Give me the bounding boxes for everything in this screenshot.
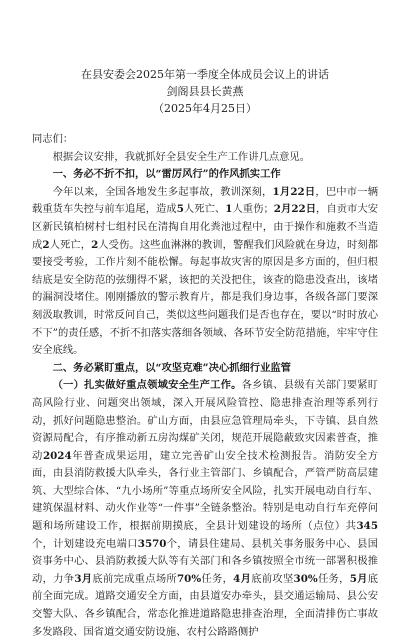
emphasis-date: 1月22日 <box>272 185 316 198</box>
emphasis-date: 4月 <box>233 572 252 585</box>
text-run: 人受伤。这些血淋淋的教训，警醒我们风险就在身边，时刻都要接受考验，工作片刻不能松懈。每起事故灾害的原因是多方面的，但归根结底是安全防范的弦绷得不紧，该把的关没把住，该查的隐患没查出，该堵的漏洞没堵住。刚刚播放的警示教育片，都是我们身边事，各级各部门要深刻汲取教训，时常反问自己，类似这些问题我们是否也存在，要以“时时放心不下”的责任感，不折不扣落实落细各领域、各环节安全防范措施，牢牢守住安全底线。 <box>32 238 379 357</box>
speaker-name: 剑阁县县长黄燕 <box>166 85 244 98</box>
intro-paragraph: 根据会议安排，我就抓好全县安全生产工作讲几点意见。 <box>52 150 311 163</box>
emphasis-number: 70% <box>177 572 202 585</box>
emphasis-number: 2024 <box>42 449 72 462</box>
text-run: 人死亡， <box>49 238 92 251</box>
subsection-heading: （一）扎实做好重点领域安全生产工作。 <box>52 379 242 392</box>
emphasis-number: 2 <box>91 238 99 251</box>
emphasis-date: 5月 <box>349 572 368 585</box>
paragraph-1 <box>32 184 378 360</box>
speech-date: （2025年4月25日） <box>153 102 257 115</box>
salutation: 同志们： <box>32 133 74 145</box>
text-run: 今年以来，全国各地发生多起事故，教训深刻， <box>52 185 273 198</box>
text-run: ，自贡市大安区新民镇柏树村七组村民在清掏自用化粪池过程中，由于操作和施救不当造成 <box>32 203 379 251</box>
emphasis-date: 3月 <box>74 572 93 585</box>
section-heading-1: 一、务必不折不扣，以“雷厉风行”的作风抓实工作 <box>52 168 281 181</box>
emphasis-number: 1 <box>225 203 233 216</box>
emphasis-number: 3570 <box>137 537 167 550</box>
text-run: 底前攻坚 <box>251 572 294 585</box>
emphasis-number: 2 <box>42 238 50 251</box>
text-run: 底前完成重点场所 <box>92 572 178 585</box>
speech-body <box>32 131 378 641</box>
speech-header <box>32 66 378 117</box>
text-run: 底前全面完成。道路交通安全方面，由县道安办牵头，县交通运输局、县公安交警大队、各乡镇配合，常态化推进道路隐患排查治理，全面清排伤亡事故多发路段、国省道交通安防设施、农村公路路侧护 <box>32 572 379 638</box>
paragraph-2 <box>32 377 378 641</box>
text-run: ，巴中市一辆载重货车失控与前车追尾，造成 <box>32 185 379 216</box>
emphasis-number: 30% <box>293 572 318 585</box>
section-heading-2: 二、务必紧盯重点，以“攻坚克难”决心抓细行业监管 <box>52 361 291 374</box>
emphasis-number: 5 <box>176 203 184 216</box>
speech-title: 在县安委会2025年第一季度全体成员会议上的讲话 <box>81 68 329 81</box>
text-run: 任务， <box>201 572 234 585</box>
emphasis-number: 345 <box>356 520 378 533</box>
text-run: 各乡镇、县级有关部门要紧盯高风险行业、问题突出领域，深入开展风险管控、隐患排查治理等系列行动，抓好问题隐患整治。矿山方面，由县应急管理局牵头，下寺镇、县自然资源局配合，有序推动新五房沟煤矿关闭，规范开展隐蔽致灾因素普查，推动 <box>32 379 379 462</box>
text-run: 人重伤； <box>232 203 274 216</box>
text-run: 人死亡、 <box>183 203 226 216</box>
emphasis-date: 2月22日 <box>273 203 317 216</box>
text-run: 个，请县住建局、县机关事务服务中心、县国资事务中心、县消防救援大队等有关部门和各乡镇按照全市统一部署积极推动，力争 <box>32 537 379 585</box>
text-run: 年普查成果运用，建立完善矿山安全技术检测报告。消防安全方面，由县消防救援大队牵头，各行业主管部门、乡镇配合，严管严防高层建筑、大型综合体、“九小场所”等重点场所安全风险，扎实开展电动自行车、建筑保温材料、动火作业等“一件事”全链条整治。特别是电动自行车充停问题和场所建设工作，根据前期摸底，全县计划建设的场所（点位）共 <box>32 449 379 533</box>
text-run: 个，计划建设充电端口 <box>32 537 138 550</box>
text-run: 任务， <box>317 572 350 585</box>
